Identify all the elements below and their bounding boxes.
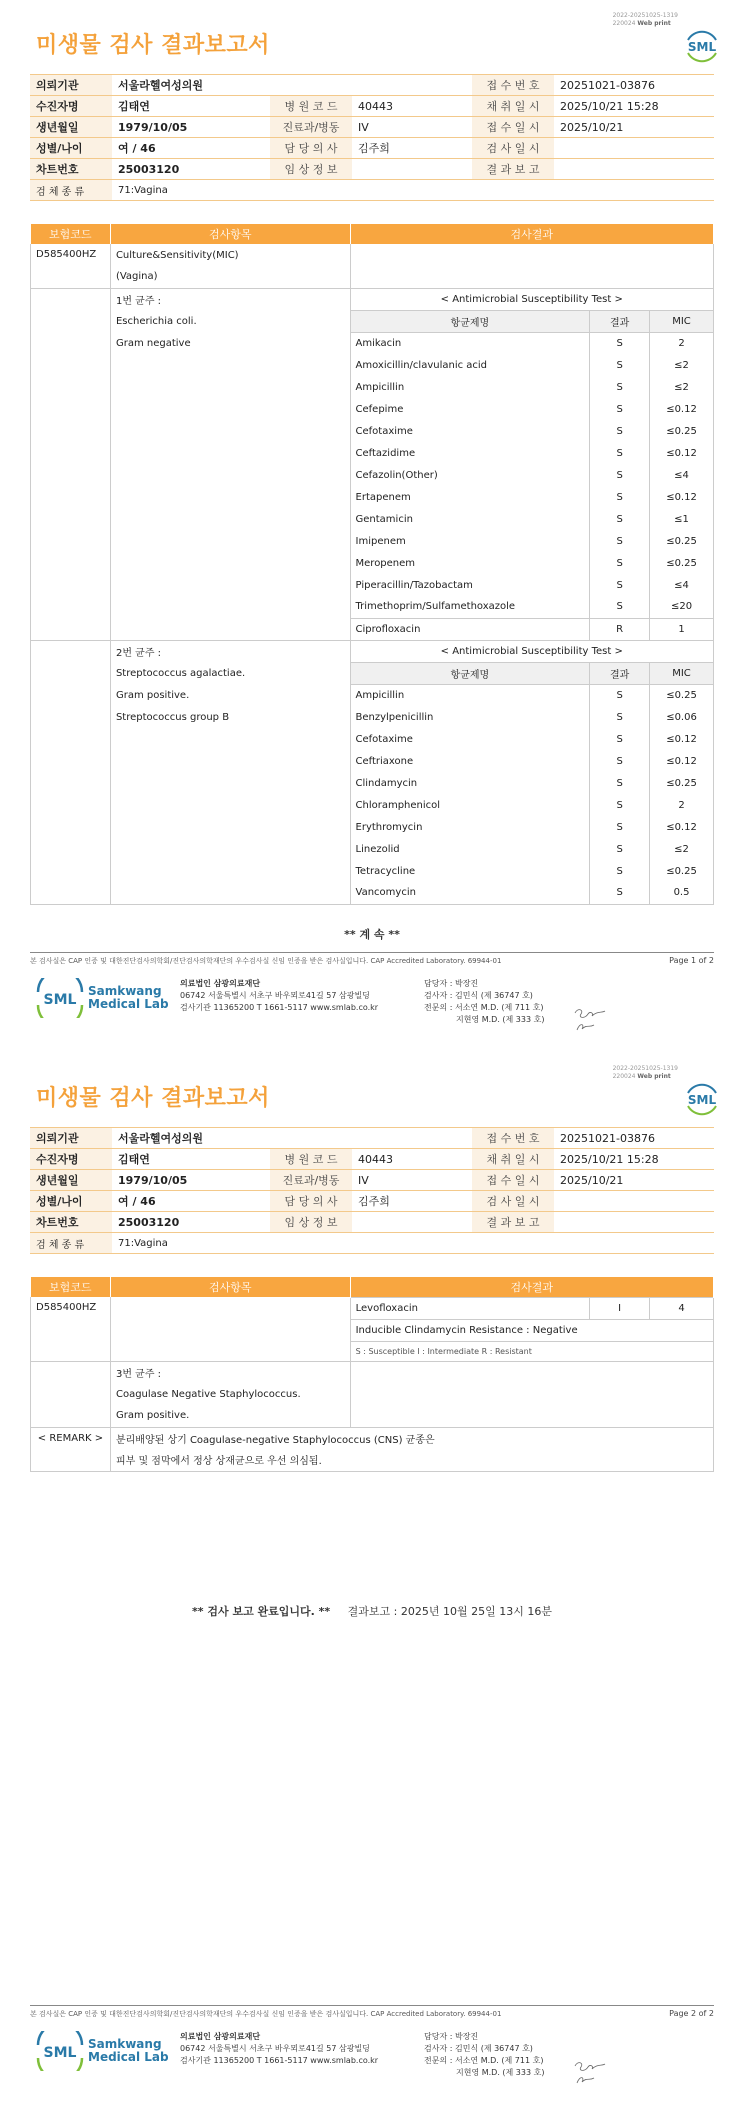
label-report: 결 과 보 고 (472, 1212, 554, 1233)
label-receipt-date: 접 수 일 시 (472, 1170, 554, 1191)
svg-text:SML: SML (687, 40, 717, 54)
report-date (554, 1212, 714, 1233)
test-code: D585400HZ (31, 244, 111, 288)
strain3-label: 3번 균주 : (110, 1361, 350, 1383)
test-date (554, 138, 714, 159)
sex-age: 여 / 46 (112, 1191, 270, 1212)
page-number: Page 1 of 2 (669, 956, 714, 965)
test-date (554, 1191, 714, 1212)
ast-mic: 4 (650, 1297, 714, 1319)
request-org: 서울라헬여성의원 (112, 1128, 472, 1149)
ast-drug: Piperacillin/Tazobactam (350, 574, 590, 596)
ast-row (31, 816, 714, 838)
patient-info-table (30, 74, 714, 201)
test-name: Culture&Sensitivity(MIC) (110, 244, 350, 266)
ast-row (31, 508, 714, 530)
ast-result: S (590, 552, 650, 574)
strain-info: Escherichia coli. (110, 310, 350, 332)
ast-row (31, 486, 714, 508)
ast-result: S (590, 354, 650, 376)
label-test-date: 검 사 일 시 (472, 138, 554, 159)
clinical-info (352, 1212, 472, 1233)
label-hospital-code: 병 원 코 드 (270, 1149, 352, 1170)
strain3-gram: Gram positive. (110, 1405, 350, 1427)
ast-mic: ≤0.25 (650, 684, 714, 706)
ast-drug: Vancomycin (350, 882, 590, 904)
label-request-org: 의뢰기관 (30, 1128, 112, 1149)
ast-row (31, 420, 714, 442)
ast-row (31, 552, 714, 574)
receipt-date: 2025/10/21 (554, 1170, 714, 1191)
ast-result: I (590, 1297, 650, 1319)
print-meta: 2022-20251025-1319 220024 Web print (612, 1065, 678, 1080)
label-hospital-code: 병 원 코 드 (270, 96, 352, 117)
ast-row (31, 750, 714, 772)
ast-col-mic: MIC (650, 310, 714, 332)
ast-result: R (590, 618, 650, 640)
test-specimen: (Vagina) (110, 266, 350, 288)
result-legend: S : Susceptible I : Intermediate R : Resistant (350, 1341, 713, 1361)
ast-row (31, 442, 714, 464)
print-meta: 2022-20251025-1319 220024 Web print (612, 12, 678, 27)
label-patient: 수진자명 (30, 96, 112, 117)
chart-no: 25003120 (112, 159, 270, 180)
strain-info: 1번 균주 : (110, 288, 350, 310)
label-chart: 차트번호 (30, 159, 112, 180)
hospital-code: 40443 (352, 96, 472, 117)
ast-drug: Imipenem (350, 530, 590, 552)
label-report: 결 과 보 고 (472, 159, 554, 180)
remark-line-1: 분리배양된 상기 Coagulase-negative Staphylococcus (CNS) 균종은 (110, 1427, 713, 1449)
ast-row (31, 728, 714, 750)
sml-logo-icon (682, 26, 722, 66)
hospital-code: 40443 (352, 1149, 472, 1170)
col-result: 검사결과 (350, 1277, 713, 1297)
signature-icon (572, 2057, 608, 2087)
collect-date: 2025/10/21 15:28 (554, 96, 714, 117)
lab-address: 의료법인 삼광의료재단 06742 서울특별시 서초구 바우뫼로41길 57 삼광빌딩 검사기관 11365200 T 1661-5117 www.smlab.co.kr (180, 2032, 379, 2065)
ast-mic: ≤0.12 (650, 442, 714, 464)
strain-info: 2번 균주 : (110, 640, 350, 662)
footer-note: 본 검사실은 CAP 인증 및 대한진단검사의학회/진단검사의학재단의 우수검사실 신임 인증을 받은 검사실입니다. CAP Accredited Laboratory. 69944-01 (30, 957, 502, 965)
ast-mic: ≤1 (650, 508, 714, 530)
ast-col-mic: MIC (650, 662, 714, 684)
label-doctor: 담 당 의 사 (270, 138, 352, 159)
request-org: 서울라헬여성의원 (112, 75, 472, 96)
final-report-time: 결과보고 : 2025년 10월 25일 13시 16분 (347, 1605, 552, 1618)
label-clinical: 임 상 정 보 (270, 1212, 352, 1233)
ast-drug: Amoxicillin/clavulanic acid (350, 354, 590, 376)
svg-text:SML: SML (43, 2045, 77, 2061)
doctor: 김주희 (352, 1191, 472, 1212)
strain-info: Gram negative (110, 332, 350, 354)
footer-note: 본 검사실은 CAP 인증 및 대한진단검사의학회/진단검사의학재단의 우수검사실 신임 인증을 받은 검사실입니다. CAP Accredited Laboratory. 69944-01 (30, 2010, 502, 2018)
ast-drug: Trimethoprim/Sulfamethoxazole (350, 596, 590, 618)
label-receipt-no: 접 수 번 호 (472, 1128, 554, 1149)
ast-mic: ≤4 (650, 574, 714, 596)
strain3-name: Coagulase Negative Staphylococcus. (110, 1383, 350, 1405)
strain-info: Streptococcus group B (110, 706, 350, 728)
ast-drug: Ciprofloxacin (350, 618, 590, 640)
page-title: 미생물 검사 결과보고서 (36, 33, 270, 58)
label-dept: 진료과/병동 (270, 1170, 352, 1191)
receipt-no: 20251021-03876 (554, 1128, 714, 1149)
ast-row (31, 398, 714, 420)
label-test-date: 검 사 일 시 (472, 1191, 554, 1212)
ast-result: S (590, 376, 650, 398)
label-patient: 수진자명 (30, 1149, 112, 1170)
ast-mic: ≤2 (650, 838, 714, 860)
label-chart: 차트번호 (30, 1212, 112, 1233)
col-code: 보험코드 (31, 224, 111, 244)
patient-name: 김태연 (112, 96, 270, 117)
ast-result: S (590, 750, 650, 772)
ast-mic: ≤0.12 (650, 816, 714, 838)
staff-list: 담당자 : 박장진 검사자 : 김민식 (제 36747 호) 전문의 : 서소연 M.D. (제 711 호) 지현영 M.D. (제 333 호) (424, 2032, 545, 2077)
ast-result: S (590, 486, 650, 508)
specimen: 71:Vagina (112, 180, 714, 201)
label-doctor: 담 당 의 사 (270, 1191, 352, 1212)
ast-mic: ≤0.25 (650, 420, 714, 442)
ast-result: S (590, 860, 650, 882)
label-specimen: 검 체 종 류 (30, 180, 112, 201)
ast-drug: Erythromycin (350, 816, 590, 838)
ast-result: S (590, 882, 650, 904)
label-sex-age: 성별/나이 (30, 138, 112, 159)
lab-name: Samkwang Medical Lab (88, 984, 169, 1011)
ast-result: S (590, 442, 650, 464)
ast-drug: Chloramphenicol (350, 794, 590, 816)
sml-logo-icon (682, 1079, 722, 1119)
ast-result: S (590, 772, 650, 794)
ast-row (31, 574, 714, 596)
ast-drug: Cefotaxime (350, 420, 590, 442)
ast-result: S (590, 728, 650, 750)
ast-mic: ≤2 (650, 354, 714, 376)
ast-result: S (590, 574, 650, 596)
ast-row (31, 596, 714, 618)
dept: IV (352, 1170, 472, 1191)
ast-title: < Antimicrobial Susceptibility Test > (350, 640, 713, 662)
ast-row (31, 860, 714, 882)
ast-mic: ≤0.06 (650, 706, 714, 728)
continued-text: ** 계 속 ** (344, 928, 400, 941)
ast-mic: ≤0.25 (650, 860, 714, 882)
report-page-2 (0, 1052, 744, 2104)
birth-date: 1979/10/05 (112, 117, 270, 138)
label-collect-date: 채 취 일 시 (472, 1149, 554, 1170)
col-item: 검사항목 (110, 224, 350, 244)
result-table (30, 1277, 714, 1472)
label-collect-date: 채 취 일 시 (472, 96, 554, 117)
ast-drug: Ampicillin (350, 376, 590, 398)
ast-row (31, 354, 714, 376)
ast-drug: Cefepime (350, 398, 590, 420)
ast-result: S (590, 398, 650, 420)
doctor: 김주희 (352, 138, 472, 159)
staff-list: 담당자 : 박장진 검사자 : 김민식 (제 36747 호) 전문의 : 서소연 M.D. (제 711 호) 지현영 M.D. (제 333 호) (424, 979, 545, 1024)
strain1-section (31, 288, 714, 640)
ast-result: S (590, 794, 650, 816)
col-item: 검사항목 (110, 1277, 350, 1297)
test-code: D585400HZ (31, 1297, 111, 1361)
ast-drug: Ampicillin (350, 684, 590, 706)
ast-drug: Cefazolin(Other) (350, 464, 590, 486)
result-table (30, 224, 714, 905)
remark-label: < REMARK > (31, 1427, 111, 1471)
ast-drug: Cefotaxime (350, 728, 590, 750)
label-receipt-no: 접 수 번 호 (472, 75, 554, 96)
remark-line-2: 피부 및 점막에서 정상 상재균으로 우선 의심됨. (110, 1449, 713, 1471)
specimen: 71:Vagina (112, 1233, 714, 1254)
ast-result: S (590, 816, 650, 838)
birth-date: 1979/10/05 (112, 1170, 270, 1191)
lab-name: Samkwang Medical Lab (88, 2037, 169, 2064)
label-request-org: 의뢰기관 (30, 75, 112, 96)
ast-result: S (590, 530, 650, 552)
report-complete: ** 검사 보고 완료입니다. ** 결과보고 : 2025년 10월 25일 13시 16분 (192, 1605, 552, 1618)
ast-row (31, 772, 714, 794)
ast-mic: ≤0.12 (650, 728, 714, 750)
ast-row (31, 332, 714, 354)
receipt-no: 20251021-03876 (554, 75, 714, 96)
ast-mic: 2 (650, 332, 714, 354)
strain-info: Streptococcus agalactiae. (110, 662, 350, 684)
ast-row (31, 530, 714, 552)
ast-col-result: 결과 (590, 310, 650, 332)
ast-row (31, 464, 714, 486)
ast-drug: Clindamycin (350, 772, 590, 794)
strain-info: Gram positive. (110, 684, 350, 706)
ast-mic: ≤20 (650, 596, 714, 618)
ast-drug: Linezolid (350, 838, 590, 860)
receipt-date: 2025/10/21 (554, 117, 714, 138)
ast-col-drug: 항균제명 (350, 310, 590, 332)
svg-text:SML: SML (43, 992, 77, 1008)
col-result: 검사결과 (350, 224, 713, 244)
collect-date: 2025/10/21 15:28 (554, 1149, 714, 1170)
ast-drug: Ceftazidime (350, 442, 590, 464)
ast-mic: ≤4 (650, 464, 714, 486)
col-code: 보험코드 (31, 1277, 111, 1297)
report-date (554, 159, 714, 180)
strain2-section (31, 640, 714, 904)
ast-row (31, 838, 714, 860)
label-birth: 생년월일 (30, 117, 112, 138)
ast-mic: ≤2 (650, 376, 714, 398)
svg-text:SML: SML (687, 1093, 717, 1107)
ast-drug: Benzylpenicillin (350, 706, 590, 728)
ast-drug: Ertapenem (350, 486, 590, 508)
ast-mic: 2 (650, 794, 714, 816)
ast-row (31, 706, 714, 728)
ast-mic: 0.5 (650, 882, 714, 904)
label-dept: 진료과/병동 (270, 117, 352, 138)
ast-mic: 1 (650, 618, 714, 640)
label-clinical: 임 상 정 보 (270, 159, 352, 180)
clinical-info (352, 159, 472, 180)
lab-address: 의료법인 삼광의료재단 06742 서울특별시 서초구 바우뫼로41길 57 삼광빌딩 검사기관 11365200 T 1661-5117 www.smlab.co.kr (180, 979, 379, 1012)
ast-col-result: 결과 (590, 662, 650, 684)
ast-result: S (590, 838, 650, 860)
ast-drug: Levofloxacin (350, 1297, 590, 1319)
patient-info-table (30, 1127, 714, 1254)
ast-result: S (590, 464, 650, 486)
ast-title: < Antimicrobial Susceptibility Test > (350, 288, 713, 310)
ast-mic: ≤0.12 (650, 750, 714, 772)
label-specimen: 검 체 종 류 (30, 1233, 112, 1254)
label-birth: 생년월일 (30, 1170, 112, 1191)
ast-result: S (590, 332, 650, 354)
page-number: Page 2 of 2 (669, 2009, 714, 2018)
ast-mic: ≤0.25 (650, 530, 714, 552)
page-title: 미생물 검사 결과보고서 (36, 1086, 270, 1111)
ast-result: S (590, 706, 650, 728)
ast-mic: ≤0.12 (650, 398, 714, 420)
ast-mic: ≤0.25 (650, 772, 714, 794)
ast-row (31, 618, 714, 640)
ast-row (31, 376, 714, 398)
ast-drug: Ceftriaxone (350, 750, 590, 772)
ast-mic: ≤0.25 (650, 552, 714, 574)
ast-result: S (590, 684, 650, 706)
inducible-clindamycin: Inducible Clindamycin Resistance : Negative (350, 1319, 713, 1341)
sex-age: 여 / 46 (112, 138, 270, 159)
ast-drug: Tetracycline (350, 860, 590, 882)
ast-mic: ≤0.12 (650, 486, 714, 508)
ast-drug: Meropenem (350, 552, 590, 574)
ast-drug: Amikacin (350, 332, 590, 354)
label-receipt-date: 접 수 일 시 (472, 117, 554, 138)
ast-row (31, 794, 714, 816)
label-sex-age: 성별/나이 (30, 1191, 112, 1212)
patient-name: 김태연 (112, 1149, 270, 1170)
dept: IV (352, 117, 472, 138)
chart-no: 25003120 (112, 1212, 270, 1233)
ast-drug: Gentamicin (350, 508, 590, 530)
ast-result: S (590, 596, 650, 618)
ast-result: S (590, 508, 650, 530)
ast-result: S (590, 420, 650, 442)
signature-icon (572, 1004, 608, 1034)
ast-col-drug: 항균제명 (350, 662, 590, 684)
ast-row (31, 882, 714, 904)
ast-row (31, 684, 714, 706)
